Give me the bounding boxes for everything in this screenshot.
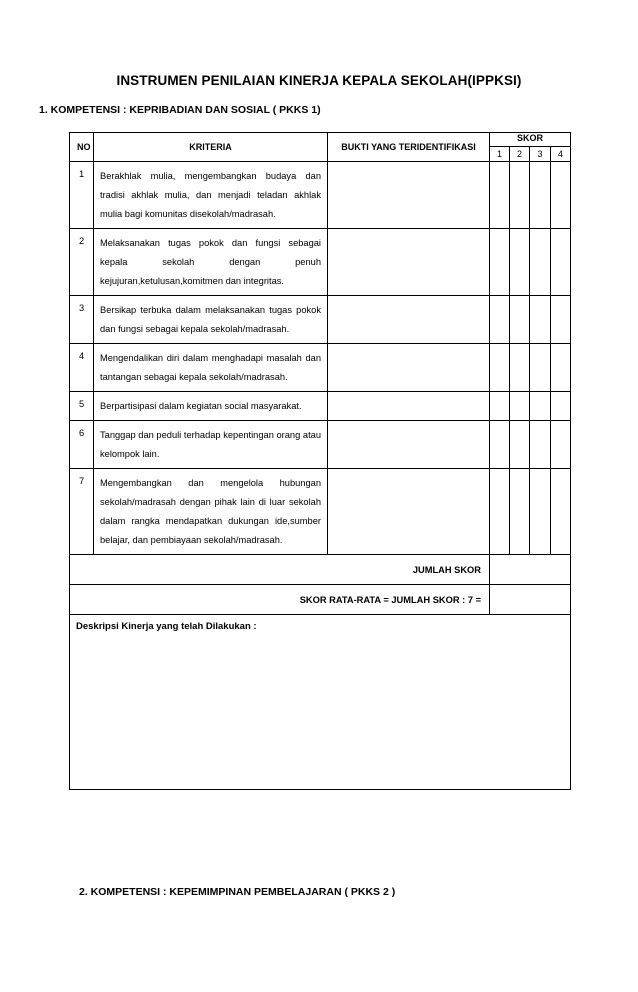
score-cell-3[interactable] (530, 229, 551, 296)
evidence-cell[interactable] (328, 344, 490, 392)
row-criteria: Berakhlak mulia, mengembangkan budaya dan tradisi akhlak mulia, dan menjadi teladan akhlak mulia bagi komunitas disekolah/madrasah. (94, 162, 328, 229)
score-cell-3[interactable] (530, 469, 551, 555)
row-number: 1 (70, 162, 94, 229)
row-number: 2 (70, 229, 94, 296)
header-skor-1: 1 (490, 147, 510, 162)
score-cell-2[interactable] (510, 162, 530, 229)
deskripsi-label: Deskripsi Kinerja yang telah Dilakukan : (76, 621, 257, 632)
row-criteria: Bersikap terbuka dalam melaksanakan tugas pokok dan fungsi sebagai kepala sekolah/madrasah. (94, 296, 328, 344)
score-cell-4[interactable] (551, 229, 571, 296)
score-cell-3[interactable] (530, 392, 551, 421)
row-criteria: Berpartisipasi dalam kegiatan social masyarakat. (94, 392, 328, 421)
evidence-cell[interactable] (328, 392, 490, 421)
score-cell-1[interactable] (490, 229, 510, 296)
rata-rata-label: SKOR RATA-RATA = JUMLAH SKOR : 7 = (70, 585, 490, 615)
score-cell-1[interactable] (490, 162, 510, 229)
table-row (70, 344, 571, 392)
row-criteria: Mengendalikan diri dalam menghadapi masalah dan tantangan sebagai kepala sekolah/madrasah. (94, 344, 328, 392)
score-cell-4[interactable] (551, 392, 571, 421)
evidence-cell[interactable] (328, 162, 490, 229)
row-number: 3 (70, 296, 94, 344)
row-criteria: Mengembangkan dan mengelola hubungan sekolah/madrasah dengan pihak lain di luar sekolah dalam rangka mendapatkan dukungan ide,sumber belajar, dan pembiayaan sekolah/madrasah. (94, 469, 328, 555)
jumlah-skor-row (70, 555, 571, 585)
document-title: INSTRUMEN PENILAIAN KINERJA KEPALA SEKOLAH(IPPKSI) (116, 73, 522, 88)
assessment-table (69, 132, 571, 790)
score-cell-3[interactable] (530, 162, 551, 229)
row-criteria: Tanggap dan peduli terhadap kepentingan orang atau kelompok lain. (94, 421, 328, 469)
header-skor-2: 2 (510, 147, 530, 162)
rata-rata-value[interactable] (490, 585, 571, 615)
score-cell-1[interactable] (490, 296, 510, 344)
header-skor-3: 3 (530, 147, 551, 162)
score-cell-1[interactable] (490, 344, 510, 392)
table-row (70, 392, 571, 421)
rata-rata-row (70, 585, 571, 615)
header-skor: SKOR (490, 133, 571, 147)
score-cell-2[interactable] (510, 392, 530, 421)
row-number: 5 (70, 392, 94, 421)
score-cell-4[interactable] (551, 469, 571, 555)
score-cell-4[interactable] (551, 162, 571, 229)
evidence-cell[interactable] (328, 296, 490, 344)
score-cell-3[interactable] (530, 344, 551, 392)
header-kriteria: KRITERIA (94, 133, 328, 162)
score-cell-4[interactable] (551, 344, 571, 392)
score-cell-1[interactable] (490, 421, 510, 469)
table-row (70, 162, 571, 229)
evidence-cell[interactable] (328, 469, 490, 555)
header-no: NO (70, 133, 94, 162)
evidence-cell[interactable] (328, 229, 490, 296)
score-cell-2[interactable] (510, 421, 530, 469)
deskripsi-row (70, 615, 571, 790)
table-row (70, 469, 571, 555)
table-row (70, 421, 571, 469)
evidence-cell[interactable] (328, 421, 490, 469)
score-cell-2[interactable] (510, 469, 530, 555)
score-cell-4[interactable] (551, 421, 571, 469)
score-cell-2[interactable] (510, 296, 530, 344)
header-skor-4: 4 (551, 147, 571, 162)
score-cell-1[interactable] (490, 469, 510, 555)
score-cell-3[interactable] (530, 296, 551, 344)
jumlah-skor-label: JUMLAH SKOR (70, 555, 490, 585)
row-number: 4 (70, 344, 94, 392)
table-row (70, 229, 571, 296)
row-criteria: Melaksanakan tugas pokok dan fungsi sebagai kepala sekolah dengan penuh kejujuran,ketulusan,komitmen dan integritas. (94, 229, 328, 296)
score-cell-1[interactable] (490, 392, 510, 421)
score-cell-2[interactable] (510, 344, 530, 392)
score-cell-3[interactable] (530, 421, 551, 469)
deskripsi-cell[interactable] (70, 615, 571, 790)
row-number: 6 (70, 421, 94, 469)
section-1-heading: 1. KOMPETENSI : KEPRIBADIAN DAN SOSIAL ( PKKS 1) (39, 104, 321, 116)
section-2-heading: 2. KOMPETENSI : KEPEMIMPINAN PEMBELAJARAN ( PKKS 2 ) (79, 886, 396, 898)
score-cell-2[interactable] (510, 229, 530, 296)
score-cell-4[interactable] (551, 296, 571, 344)
table-row (70, 296, 571, 344)
jumlah-skor-value[interactable] (490, 555, 571, 585)
row-number: 7 (70, 469, 94, 555)
header-bukti: BUKTI YANG TERIDENTIFIKASI (328, 133, 490, 162)
